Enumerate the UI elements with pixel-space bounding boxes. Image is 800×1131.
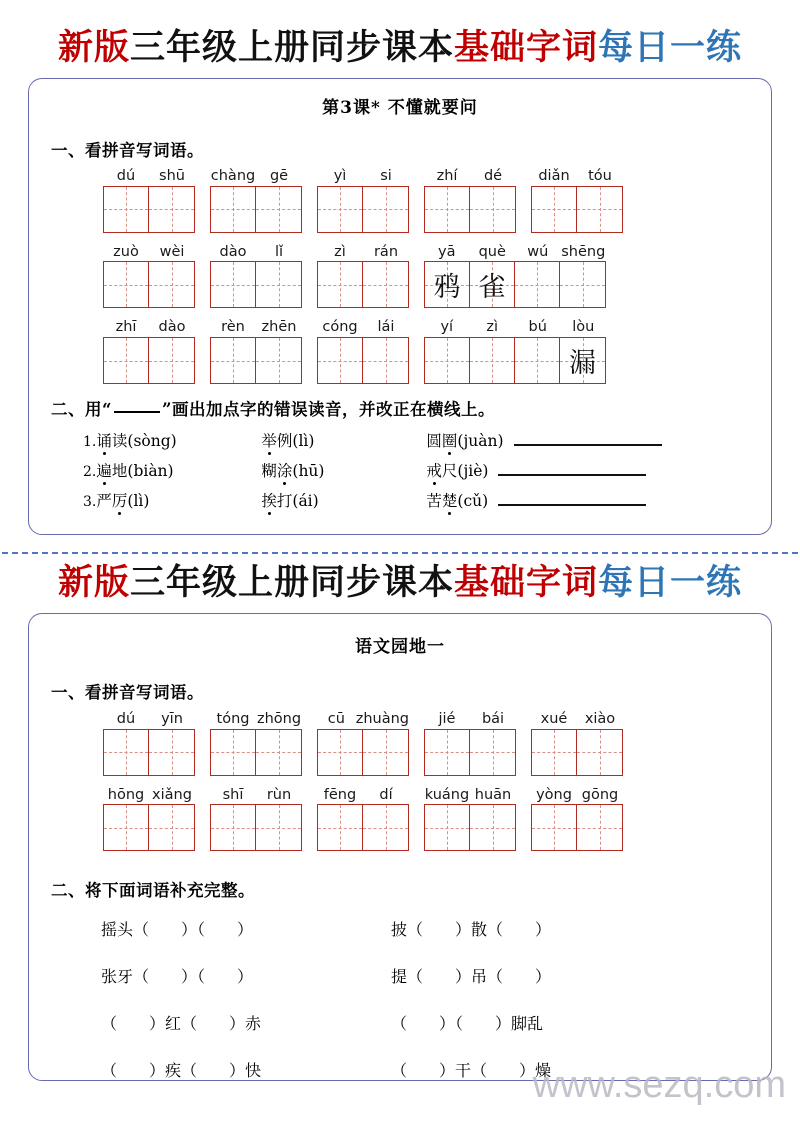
tianzige-cell-empty[interactable] bbox=[470, 338, 515, 383]
tianzige-cell-empty[interactable] bbox=[211, 730, 256, 775]
pinyin-label-row bbox=[103, 711, 195, 728]
pronunciation-item[interactable] bbox=[96, 429, 261, 451]
tianzige-cell-empty[interactable] bbox=[104, 730, 149, 775]
tianzige-cell-empty[interactable] bbox=[318, 730, 363, 775]
pinyin-syllable: yí bbox=[440, 319, 454, 336]
tianzige-box-group[interactable] bbox=[210, 804, 302, 851]
tianzige-cell-empty[interactable] bbox=[104, 187, 149, 232]
answer-line[interactable] bbox=[498, 504, 646, 506]
pinyin-label-row bbox=[210, 711, 302, 728]
pinyin-syllable: wú bbox=[527, 243, 549, 260]
tianzige-cell-empty[interactable] bbox=[256, 730, 301, 775]
worksheet-card-2 bbox=[28, 613, 772, 1081]
pinyin-label-row bbox=[424, 711, 516, 728]
pronunciation-item[interactable] bbox=[261, 459, 426, 481]
pinyin-syllable: zhuàng bbox=[355, 711, 409, 727]
pinyin-syllable: lǐ bbox=[274, 243, 284, 260]
pinyin-label-row bbox=[210, 244, 302, 261]
dotted-char: 遍 bbox=[96, 459, 112, 481]
tianzige-box-group[interactable] bbox=[317, 804, 409, 851]
word-group bbox=[531, 787, 623, 852]
pinyin-syllable: jié bbox=[438, 711, 456, 727]
tianzige-cell-empty[interactable] bbox=[363, 805, 408, 850]
pinyin-syllable: bái bbox=[481, 711, 505, 727]
pinyin-label-row bbox=[103, 244, 195, 261]
pinyin-syllable: cóng bbox=[322, 319, 358, 336]
watermark: www.sezq.com bbox=[532, 1064, 786, 1106]
tianzige-box-group[interactable] bbox=[210, 186, 302, 233]
tianzige-box-group[interactable] bbox=[424, 186, 516, 233]
pinyin-word-row bbox=[29, 168, 771, 233]
pinyin-grid-2 bbox=[29, 711, 771, 851]
pinyin-word-row bbox=[29, 711, 771, 776]
tianzige-box-group[interactable] bbox=[103, 337, 195, 384]
word-group bbox=[103, 168, 195, 233]
word-group bbox=[210, 244, 302, 309]
tianzige-cell-filled[interactable] bbox=[425, 262, 470, 307]
tianzige-cell-empty[interactable] bbox=[211, 187, 256, 232]
fill-blank-row bbox=[101, 964, 771, 987]
word-char: 尺 bbox=[441, 462, 458, 481]
pinyin-syllable: yì bbox=[333, 168, 347, 184]
pinyin-syllable: fēng bbox=[323, 786, 357, 803]
pinyin-syllable: dé bbox=[483, 168, 503, 184]
tianzige-cell-filled[interactable] bbox=[560, 338, 605, 383]
pinyin-syllable: dú bbox=[116, 711, 136, 727]
pinyin-label-row bbox=[210, 319, 302, 336]
tianzige-box-group[interactable] bbox=[424, 804, 516, 851]
pinyin-word-row bbox=[29, 244, 771, 309]
pinyin-label-row bbox=[531, 168, 623, 185]
tianzige-cell-empty[interactable] bbox=[515, 338, 560, 383]
pinyin-syllable: zì bbox=[334, 243, 346, 260]
word-group bbox=[424, 168, 516, 233]
item-pinyin: (lì) bbox=[292, 432, 315, 451]
fill-blank-row bbox=[101, 1011, 771, 1034]
tianzige-box-group[interactable] bbox=[317, 729, 409, 776]
pinyin-syllable: yīn bbox=[161, 711, 183, 727]
fill-blank-item-right[interactable]: （ ）（ ）脚乱 bbox=[391, 1014, 544, 1034]
pronunciation-row bbox=[83, 459, 771, 481]
tianzige-box-group[interactable] bbox=[531, 804, 623, 851]
character-glyph: 雀 bbox=[478, 272, 506, 304]
word-group bbox=[103, 319, 195, 384]
tianzige-box-group[interactable] bbox=[210, 729, 302, 776]
pinyin-label-row bbox=[103, 787, 195, 804]
pinyin-syllable: zhēn bbox=[261, 319, 297, 336]
tianzige-cell-empty[interactable] bbox=[149, 338, 194, 383]
banner-seg-basic: 基础字词 bbox=[454, 27, 599, 68]
heading-underline bbox=[114, 411, 160, 413]
banner-seg-grade: 三年级上册同步课本 bbox=[129, 27, 454, 68]
pronunciation-item[interactable] bbox=[426, 459, 488, 481]
pinyin-grid-1 bbox=[29, 168, 771, 384]
word-char: 糊 bbox=[261, 462, 277, 481]
tianzige-cell-empty[interactable] bbox=[470, 805, 515, 850]
item-pinyin: (sòng) bbox=[127, 432, 177, 451]
exercise2-heading-2: 二、将下面词语补充完整。 bbox=[51, 881, 255, 901]
word-group bbox=[531, 711, 623, 776]
pinyin-syllable: yā bbox=[438, 243, 456, 260]
pinyin-syllable: chàng bbox=[210, 168, 256, 184]
dotted-char: 圈 bbox=[442, 429, 458, 451]
tianzige-cell-empty[interactable] bbox=[532, 805, 577, 850]
fill-blank-item-left[interactable]: （ ）红（ ）赤 bbox=[101, 1014, 262, 1034]
word-group bbox=[424, 244, 606, 309]
pinyin-syllable: xué bbox=[540, 711, 568, 727]
pinyin-label-row bbox=[424, 319, 606, 336]
tianzige-cell-empty[interactable] bbox=[211, 338, 256, 383]
pinyin-label-row bbox=[531, 711, 623, 728]
banner2-seg-new: 新版 bbox=[57, 562, 130, 603]
word-group bbox=[210, 787, 302, 852]
pronunciation-item[interactable] bbox=[426, 429, 503, 451]
item-pinyin: (hū) bbox=[292, 462, 325, 481]
word-group bbox=[210, 319, 302, 384]
tianzige-cell-empty[interactable] bbox=[149, 262, 194, 307]
exercise1-heading-1: 一、看拼音写词语。 bbox=[51, 141, 204, 160]
fill-blank-item-right[interactable]: 披（ ）散（ ） bbox=[391, 920, 552, 940]
tianzige-cell-empty[interactable] bbox=[318, 262, 363, 307]
pronunciation-row bbox=[83, 489, 771, 511]
tianzige-box-group[interactable] bbox=[531, 729, 623, 776]
pinyin-syllable: wèi bbox=[159, 243, 185, 260]
word-group bbox=[424, 319, 606, 384]
pinyin-label-row bbox=[317, 711, 409, 728]
banner-seg-new: 新版 bbox=[57, 27, 130, 68]
pinyin-syllable: dào bbox=[219, 243, 247, 260]
word-group bbox=[317, 168, 409, 233]
dotted-char: 厉 bbox=[112, 489, 128, 511]
dotted-char: 戒 bbox=[426, 459, 442, 481]
tianzige-box-group[interactable] bbox=[317, 261, 409, 308]
tianzige-cell-empty[interactable] bbox=[470, 730, 515, 775]
word-group bbox=[317, 787, 409, 852]
pinyin-syllable: kuáng bbox=[424, 786, 470, 803]
dotted-char: 诵 bbox=[96, 429, 112, 451]
fill-blank-row bbox=[101, 917, 771, 940]
lesson-title-1: 第3课* 不懂就要问 bbox=[322, 98, 478, 118]
word-char: 读 bbox=[111, 432, 128, 451]
word-group bbox=[103, 711, 195, 776]
banner2-seg-grade: 三年级上册同步课本 bbox=[129, 562, 454, 603]
tianzige-cell-empty[interactable] bbox=[256, 805, 301, 850]
pinyin-syllable: gē bbox=[269, 168, 289, 184]
word-group bbox=[317, 319, 409, 384]
pinyin-syllable: què bbox=[478, 243, 506, 260]
pinyin-syllable: xiǎng bbox=[152, 786, 192, 803]
word-char: 圆 bbox=[426, 432, 442, 451]
tianzige-cell-empty[interactable] bbox=[211, 262, 256, 307]
fill-blank-row bbox=[101, 1058, 771, 1081]
pinyin-label-row bbox=[317, 787, 409, 804]
fill-blank-exercise bbox=[101, 917, 771, 1081]
character-glyph: 鸦 bbox=[433, 272, 461, 304]
pinyin-label-row bbox=[103, 319, 195, 336]
tianzige-cell-empty[interactable] bbox=[104, 805, 149, 850]
tianzige-cell-empty[interactable] bbox=[577, 187, 622, 232]
dotted-char: 涂 bbox=[277, 459, 293, 481]
lesson-title-2: 语文园地一 bbox=[355, 637, 445, 657]
fill-blank-item-right[interactable]: 提（ ）吊（ ） bbox=[391, 967, 552, 987]
banner-title-2 bbox=[0, 562, 800, 603]
tianzige-cell-empty[interactable] bbox=[425, 805, 470, 850]
pinyin-label-row bbox=[317, 319, 409, 336]
pinyin-syllable: xiào bbox=[584, 711, 616, 727]
banner-seg-daily: 每日一练 bbox=[598, 27, 743, 68]
tianzige-box-group[interactable] bbox=[424, 729, 516, 776]
fill-blank-item-left[interactable]: （ ）疾（ ）快 bbox=[101, 1061, 262, 1081]
tianzige-box-group[interactable] bbox=[210, 337, 302, 384]
tianzige-cell-empty[interactable] bbox=[363, 187, 408, 232]
tianzige-box-group[interactable] bbox=[424, 337, 606, 384]
worksheet-card-1 bbox=[28, 78, 772, 535]
tianzige-box-group[interactable] bbox=[103, 261, 195, 308]
fill-blank-item-left[interactable]: 张牙（ ）（ ） bbox=[101, 967, 254, 987]
exercise2-heading-1 bbox=[51, 396, 771, 420]
tianzige-cell-empty[interactable] bbox=[149, 730, 194, 775]
word-char: 苦 bbox=[426, 492, 442, 511]
pinyin-syllable: tóu bbox=[588, 168, 612, 184]
pinyin-syllable: hōng bbox=[107, 786, 145, 803]
pinyin-syllable: cū bbox=[327, 711, 345, 727]
tianzige-cell-empty[interactable] bbox=[104, 338, 149, 383]
tianzige-cell-empty[interactable] bbox=[577, 730, 622, 775]
pinyin-syllable: dú bbox=[116, 168, 136, 184]
pinyin-syllable: zhī bbox=[115, 319, 137, 336]
tianzige-cell-empty[interactable] bbox=[256, 187, 301, 232]
pinyin-syllable: shī bbox=[222, 786, 244, 803]
tianzige-cell-empty[interactable] bbox=[425, 730, 470, 775]
banner-title-1 bbox=[0, 27, 800, 68]
pinyin-syllable: gōng bbox=[581, 786, 619, 803]
tianzige-cell-empty[interactable] bbox=[515, 262, 560, 307]
pinyin-label-row bbox=[103, 168, 195, 185]
pronunciation-row bbox=[83, 429, 771, 451]
pinyin-syllable: dí bbox=[379, 786, 393, 803]
tianzige-cell-empty[interactable] bbox=[318, 805, 363, 850]
pinyin-syllable: zì bbox=[486, 319, 499, 336]
pinyin-syllable: zuò bbox=[113, 243, 139, 260]
tianzige-cell-empty[interactable] bbox=[470, 187, 515, 232]
word-char: 严 bbox=[96, 492, 112, 511]
pinyin-syllable: diǎn bbox=[538, 168, 570, 184]
tianzige-cell-empty[interactable] bbox=[318, 338, 363, 383]
pinyin-syllable: lái bbox=[377, 319, 395, 336]
pinyin-label-row bbox=[424, 168, 516, 185]
dotted-char: 楚 bbox=[442, 489, 458, 511]
item-number: 2. bbox=[83, 464, 97, 481]
tianzige-box-group[interactable] bbox=[103, 729, 195, 776]
tianzige-box-group[interactable] bbox=[317, 337, 409, 384]
pinyin-syllable: zhí bbox=[436, 168, 458, 184]
pinyin-syllable: yòng bbox=[536, 786, 572, 803]
character-glyph: 漏 bbox=[569, 348, 596, 380]
word-group bbox=[317, 244, 409, 309]
tianzige-cell-empty[interactable] bbox=[363, 338, 408, 383]
exercise2-heading-part-b: ”画出加点字的错误读音，并改正在横线上。 bbox=[162, 400, 495, 420]
tianzige-box-group[interactable] bbox=[103, 804, 195, 851]
tianzige-cell-filled[interactable] bbox=[470, 262, 515, 307]
word-char: 打 bbox=[276, 492, 293, 511]
word-group bbox=[103, 787, 195, 852]
tianzige-cell-empty[interactable] bbox=[532, 187, 577, 232]
pinyin-word-row bbox=[29, 787, 771, 852]
pinyin-syllable: huān bbox=[474, 786, 512, 803]
tianzige-cell-empty[interactable] bbox=[425, 187, 470, 232]
pronunciation-item[interactable] bbox=[261, 429, 426, 451]
item-pinyin: (jiè) bbox=[457, 462, 489, 481]
word-group bbox=[424, 711, 516, 776]
pinyin-syllable: bú bbox=[528, 319, 547, 336]
word-group bbox=[210, 711, 302, 776]
pinyin-syllable: rán bbox=[373, 243, 399, 260]
pinyin-syllable: rùn bbox=[266, 786, 292, 803]
pinyin-label-row bbox=[424, 244, 606, 261]
pinyin-label-row bbox=[531, 787, 623, 804]
tianzige-box-group[interactable] bbox=[103, 186, 195, 233]
pinyin-syllable: si bbox=[380, 168, 392, 184]
word-group bbox=[210, 168, 302, 233]
pinyin-syllable: shū bbox=[159, 168, 185, 184]
item-pinyin: (ái) bbox=[292, 492, 319, 511]
answer-line[interactable] bbox=[498, 474, 646, 476]
pinyin-label-row bbox=[210, 787, 302, 804]
item-number: 1. bbox=[83, 434, 97, 451]
pronunciation-item[interactable] bbox=[96, 489, 261, 511]
banner2-seg-basic: 基础字词 bbox=[454, 562, 599, 603]
tianzige-box-group[interactable] bbox=[531, 186, 623, 233]
tianzige-cell-empty[interactable] bbox=[425, 338, 470, 383]
pronunciation-item[interactable] bbox=[261, 489, 426, 511]
word-group bbox=[317, 711, 409, 776]
tianzige-box-group[interactable] bbox=[424, 261, 606, 308]
pronunciation-item[interactable] bbox=[96, 459, 261, 481]
word-char: 地 bbox=[111, 462, 128, 481]
tianzige-cell-empty[interactable] bbox=[532, 730, 577, 775]
dotted-char: 挨 bbox=[261, 489, 277, 511]
tianzige-box-group[interactable] bbox=[317, 186, 409, 233]
pinyin-syllable: shēng bbox=[561, 243, 606, 260]
banner2-seg-daily: 每日一练 bbox=[598, 562, 743, 603]
fill-blank-item-right[interactable]: （ ）干（ ）燥 bbox=[391, 1061, 552, 1081]
pinyin-label-row bbox=[210, 168, 302, 185]
tianzige-cell-empty[interactable] bbox=[149, 805, 194, 850]
tianzige-cell-empty[interactable] bbox=[256, 262, 301, 307]
pronunciation-item[interactable] bbox=[426, 489, 488, 511]
pronunciation-exercise bbox=[83, 429, 771, 511]
dotted-char: 举 bbox=[261, 429, 277, 451]
item-number: 3. bbox=[83, 494, 97, 511]
tianzige-cell-empty[interactable] bbox=[363, 730, 408, 775]
pinyin-syllable: lòu bbox=[572, 319, 595, 336]
answer-line[interactable] bbox=[514, 444, 662, 446]
exercise2-heading-part-a: 二、用“ bbox=[51, 400, 112, 420]
fill-blank-item-left[interactable]: 摇头（ ）（ ） bbox=[101, 920, 254, 940]
tianzige-box-group[interactable] bbox=[210, 261, 302, 308]
pinyin-syllable: rèn bbox=[221, 319, 245, 336]
tianzige-cell-empty[interactable] bbox=[211, 805, 256, 850]
item-pinyin: (cǔ) bbox=[457, 492, 489, 511]
word-group bbox=[424, 787, 516, 852]
tianzige-cell-empty[interactable] bbox=[104, 262, 149, 307]
tianzige-cell-empty[interactable] bbox=[318, 187, 363, 232]
item-pinyin: (juàn) bbox=[457, 432, 504, 451]
pinyin-syllable: dào bbox=[158, 319, 186, 336]
pinyin-label-row bbox=[424, 787, 516, 804]
tianzige-cell-empty[interactable] bbox=[256, 338, 301, 383]
pinyin-label-row bbox=[317, 244, 409, 261]
item-pinyin: (biàn) bbox=[127, 462, 174, 481]
pinyin-syllable: zhōng bbox=[256, 711, 302, 727]
item-pinyin: (lì) bbox=[127, 492, 150, 511]
tianzige-cell-empty[interactable] bbox=[560, 262, 605, 307]
tianzige-cell-empty[interactable] bbox=[149, 187, 194, 232]
exercise1-heading-2: 一、看拼音写词语。 bbox=[51, 683, 204, 702]
pinyin-label-row bbox=[317, 168, 409, 185]
pinyin-syllable: tóng bbox=[216, 711, 250, 727]
word-char: 例 bbox=[276, 432, 293, 451]
word-group bbox=[103, 244, 195, 309]
pinyin-word-row bbox=[29, 319, 771, 384]
word-group bbox=[531, 168, 623, 233]
tianzige-cell-empty[interactable] bbox=[363, 262, 408, 307]
tianzige-cell-empty[interactable] bbox=[577, 805, 622, 850]
